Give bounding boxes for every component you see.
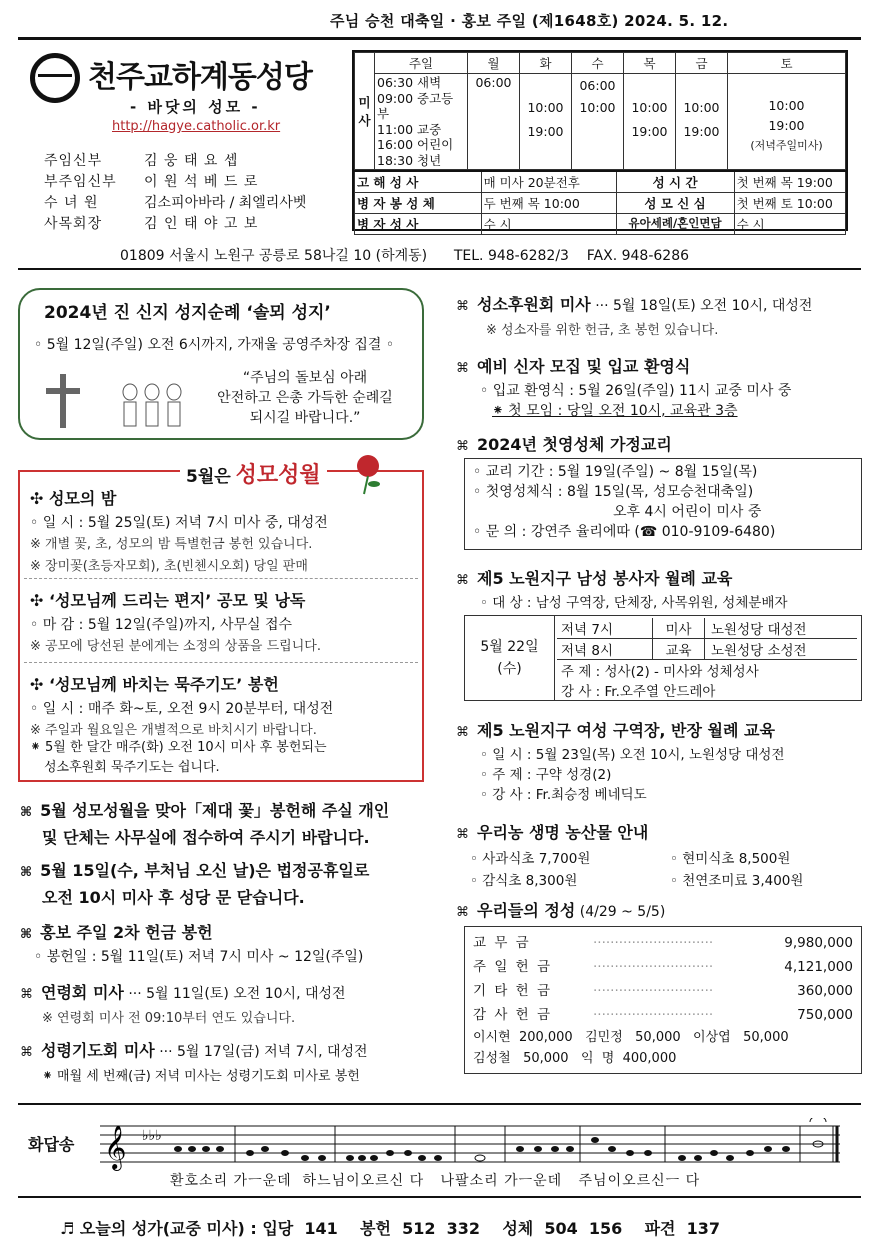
pilgrimage-title: 2024년 진 신지 성지순례 ‘솔뫼 성지’ <box>44 303 331 323</box>
men-training-table: 5월 22일 (수) 저녁 7시 미사 노원성당 대성전 저녁 8시 교육 노원성당 소성전 주 제 : 성사(2) - 미사와 성체성사 강 사 : Fr.오주열 안드레아 <box>464 615 862 701</box>
may-divider <box>24 662 418 663</box>
staff-row: 주임신부 김 웅 태 요 셉 <box>44 153 239 169</box>
notice-holiday: ⌘ 5월 15일(수, 부처님 오신 날)은 법정공휴일로 오전 10시 미사 후 성당 문 닫습니다. <box>20 861 370 907</box>
notice-offerings: ⌘ 우리들의 정성 (4/29 ~ 5/5) <box>456 901 666 920</box>
parish-logo-icon <box>30 53 80 103</box>
pilgrims-icon <box>40 368 190 430</box>
hymn-bottom-rule <box>18 1196 861 1198</box>
svg-text:𝄞: 𝄞 <box>104 1125 127 1169</box>
pilgrimage-notice: ◦ 5월 12일(주일) 오전 6시까지, 가재울 공영주차장 집결 ◦ <box>34 337 395 353</box>
hymn-top-rule <box>18 1103 861 1105</box>
may-title: 5월은 성모성월 <box>180 458 327 489</box>
notice-collection: ⌘ 홍보 주일 2차 헌금 봉헌 ◦ 봉헌일 : 5월 11일(토) 저녁 7시 미사 ~ 12일(주일) <box>20 923 364 965</box>
notice-first-communion: ⌘ 2024년 첫영성체 가정교리 <box>456 435 672 454</box>
notice-uri-farm: ⌘ 우리농 생명 농산물 안내 ◦ 사과식초 7,700원 ◦ 현미식초 8,500원 ◦ 감식초 8,300원 ◦ 천연조미료 3,400원 <box>456 823 804 889</box>
today-hymns: ♬ 오늘의 성가(교중 미사) : 입당 141 봉헌 512 332 성체 504 156 파견 137 <box>60 1219 721 1238</box>
first-communion-box: ◦ 교리 기간 : 5월 19일(주일) ~ 8월 15일(목) ◦ 첫영성체식 : 8월 15일(목, 성모승천대축일) 오후 4시 어린이 미사 중 ◦ 문 의 : 강연주 율리에따 (☎ 010-9109-6480) <box>464 458 862 550</box>
offerings-table: 교 무 금 ···························· 9,980,000 주 일 헌 금 ···························· 4,121,000 기 타 헌 금 ···························· 360,000 감 사 헌 금 ···························· 750,000 이시현 200,000 김민정 50,000 이상엽 50,000 김성철 50,000 익 명 400,000 <box>464 926 862 1074</box>
notice-vocation-mass: ⌘ 성소후원회 미사 ··· 5월 18일(토) 오전 10시, 대성전 ※ 성소자를 위한 헌금, 초 봉헌 있습니다. <box>456 295 813 338</box>
hymn-lyrics: 환호소리 가ㅡ운데 하느님이오르신 다 나팔소리 가ㅡ운데 주님이오르신ㅡ 다 <box>170 1173 701 1189</box>
notice-women-training: ⌘ 제5 노원지구 여성 구역장, 반장 월례 교육 ◦ 일 시 : 5월 23일(목) 오전 10시, 노원성당 대성전 ◦ 주 제 : 구약 성경(2) ◦ 강 사 : Fr.최승정 베네딕도 <box>456 721 785 803</box>
may-section-2: ✣ ‘성모님께 드리는 편지’ 공모 및 낭독 ◦ 마 감 : 5월 12일(주일)까지, 사무실 접수 ※ 공모에 당선된 분에게는 소정의 상품을 드립니다. <box>30 591 321 654</box>
parish-subtitle: - 바닷의 성모 - <box>130 98 261 116</box>
issue-line: 주님 승천 대축일 · 홍보 주일 (제1648호) 2024. 5. 12. <box>330 12 729 30</box>
notice-catechumen: ⌘ 예비 신자 모집 및 입교 환영식 ◦ 입교 환영식 : 5월 26일(주일) 11시 교중 미사 중 ⁕ 첫 모임 : 당일 오전 10시, 교육관 3층 <box>456 357 792 419</box>
notice-prayer-mass: ⌘ 성령기도회 미사 ··· 5월 17일(금) 저녁 7시, 대성전 ⁕ 매월 세 번째(금) 저녁 미사는 성령기도회 미사로 봉헌 <box>20 1041 368 1084</box>
contact-line: 01809 서울시 노원구 공릉로 58나길 10 (하계동) TEL. 948-6282/3 FAX. 948-6286 <box>120 248 690 264</box>
parish-url[interactable]: http://hagye.catholic.or.kr <box>112 119 281 134</box>
staff-row: 부주임신부 이 원 석 베 드 로 <box>44 174 259 190</box>
svg-text:♭♭♭: ♭♭♭ <box>142 1128 162 1144</box>
hymn-staff <box>100 1118 840 1174</box>
may-divider <box>24 578 418 579</box>
parish-name: 천주교하계동성당 <box>88 60 312 95</box>
staff-row: 수 녀 원 김소피아바라 / 최엘리사벳 <box>44 195 307 211</box>
header-rule <box>18 268 861 270</box>
pilgrimage-quote: “주님의 돌보심 아래 안전하고 은총 가득한 순례길 되시길 바랍니다.” <box>217 370 393 426</box>
notice-altar-flowers: ⌘ 5월 성모성월을 맞아「제대 꽃」봉헌해 주실 개인 및 단체는 사무실에 접수하여 주시기 바랍니다. <box>20 801 390 847</box>
mass-schedule-table: 미사 주일 월 화 수 목 금 토 06:30 새벽 09:00 중고등부 11:00 교중 16:00 어린이 18:30 청년 06:00 10:00 19:00 06:00 10:00 10:00 19:00 10:00 19:00 10:00 19:00 (저녁주일미사) 고 해 성 사 매 미사 20분전후 성 시 간 첫 번째 목 19:00 병 자 봉 성 체 두 번째 목 10:00 성 모 신 심 첫 번째 토 10:00 병 자 성 사 수 시 유아세례/혼인면담 수 시 <box>352 50 848 231</box>
staff-row: 사목회장 김 인 태 야 고 보 <box>44 216 259 232</box>
may-section-1: ✣ 성모의 밤 ◦ 일 시 : 5월 25일(토) 저녁 7시 미사 중, 대성전 ※ 개별 꽃, 초, 성모의 밤 특별헌금 봉헌 있습니다. ※ 장미꽃(초등자모회), 초(빈첸시오회) 당일 판매 <box>30 489 328 574</box>
notice-men-training: ⌘ 제5 노원지구 남성 봉사자 월례 교육 ◦ 대 상 : 남성 구역장, 단체장, 사목위원, 성체분배자 <box>456 569 788 611</box>
notice-funeral-mass: ⌘ 연령회 미사 ··· 5월 11일(토) 오전 10시, 대성전 ※ 연령회 미사 전 09:10부터 연도 있습니다. <box>20 983 346 1026</box>
hymn-label: 화답송 <box>28 1135 75 1154</box>
top-rule <box>18 37 861 40</box>
may-section-3: ✣ ‘성모님께 바치는 묵주기도’ 봉헌 ◦ 일 시 : 매주 화~토, 오전 9시 20분부터, 대성전 ※ 주일과 월요일은 개별적으로 바치시기 바랍니다. ⁕ 5월 한 달간 매주(화) 오전 10시 미사 후 봉헌되는 성소후원회 묵주기도는 쉽니다. <box>30 675 334 775</box>
